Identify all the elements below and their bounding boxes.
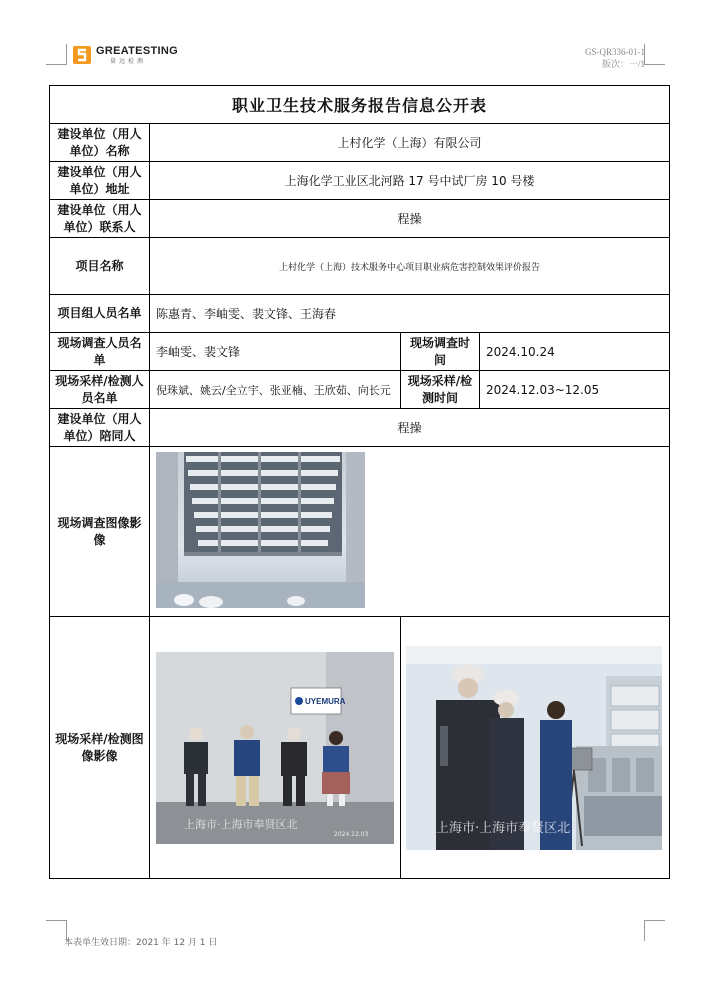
crop-mark-top-left	[46, 44, 67, 65]
survey-time-label: 现场调查时间	[401, 333, 480, 371]
info-table	[49, 85, 670, 879]
sampling-images-label: 现场采样/检测图像影像	[50, 617, 150, 879]
photo-watermark-1: 上海市·上海市奉贤区北	[184, 817, 298, 831]
escort-label: 建设单位（用人单位）陪同人	[50, 409, 150, 447]
survey-photo-vent	[156, 452, 365, 608]
page-title: 职业卫生技术服务报告信息公开表	[50, 86, 670, 124]
photo-date-1: 2024.12.03	[334, 830, 369, 838]
doc-version: 版次：一/1	[601, 59, 645, 69]
company-logo	[72, 45, 178, 65]
unit-name-label: 建设单位（用人单位）名称	[50, 124, 150, 162]
survey-images-cell	[150, 447, 670, 617]
logo-subtitle: 量远检测	[110, 57, 147, 65]
unit-address-label: 建设单位（用人单位）地址	[50, 162, 150, 200]
photo-watermark-2: 上海市·上海市奉贤区北	[436, 820, 571, 836]
document-number	[585, 46, 645, 70]
crop-mark-top-right	[644, 44, 665, 65]
survey-staff-value: 李岫雯、裴文锋	[150, 333, 401, 371]
sampling-time-label: 现场采样/检测时间	[401, 371, 480, 409]
survey-images-label: 现场调查图像影像	[50, 447, 150, 617]
sampling-photo-cell-2	[401, 617, 670, 879]
sampling-photo-cell-1	[150, 617, 401, 879]
survey-time-value: 2024.10.24	[480, 333, 670, 371]
sampling-photo-group	[156, 652, 394, 844]
crop-mark-bottom-right	[644, 920, 665, 941]
doc-code: GS-QR336-01-1	[585, 47, 645, 57]
survey-staff-label: 现场调查人员名单	[50, 333, 150, 371]
unit-contact-value: 程操	[150, 200, 670, 238]
logo-mark-icon	[72, 45, 92, 65]
sampling-photo-lab	[406, 646, 662, 850]
project-name-label: 项目名称	[50, 238, 150, 295]
team-members-value: 陈惠青、李岫雯、裴文锋、王海春	[150, 295, 670, 333]
escort-value: 程操	[150, 409, 670, 447]
sign-text: UYEMURA	[305, 696, 346, 706]
unit-contact-label: 建设单位（用人单位）联系人	[50, 200, 150, 238]
footer-effective-date: 本表单生效日期：2021 年 12 月 1 日	[64, 938, 218, 948]
unit-name-value: 上村化学（上海）有限公司	[150, 124, 670, 162]
team-members-label: 项目组人员名单	[50, 295, 150, 333]
sampling-staff-label: 现场采样/检测人员名单	[50, 371, 150, 409]
unit-address-value: 上海化学工业区北河路 17 号中试厂房 10 号楼	[150, 162, 670, 200]
logo-name: GREATESTING	[96, 44, 178, 57]
sampling-time-value: 2024.12.03~12.05	[480, 371, 670, 409]
project-name-value: 上村化学（上海）技术服务中心项目职业病危害控制效果评价报告	[150, 238, 670, 295]
sampling-staff-value: 倪珠斌、姚云/全立宇、张亚楠、王欣茹、向长元	[150, 371, 401, 409]
